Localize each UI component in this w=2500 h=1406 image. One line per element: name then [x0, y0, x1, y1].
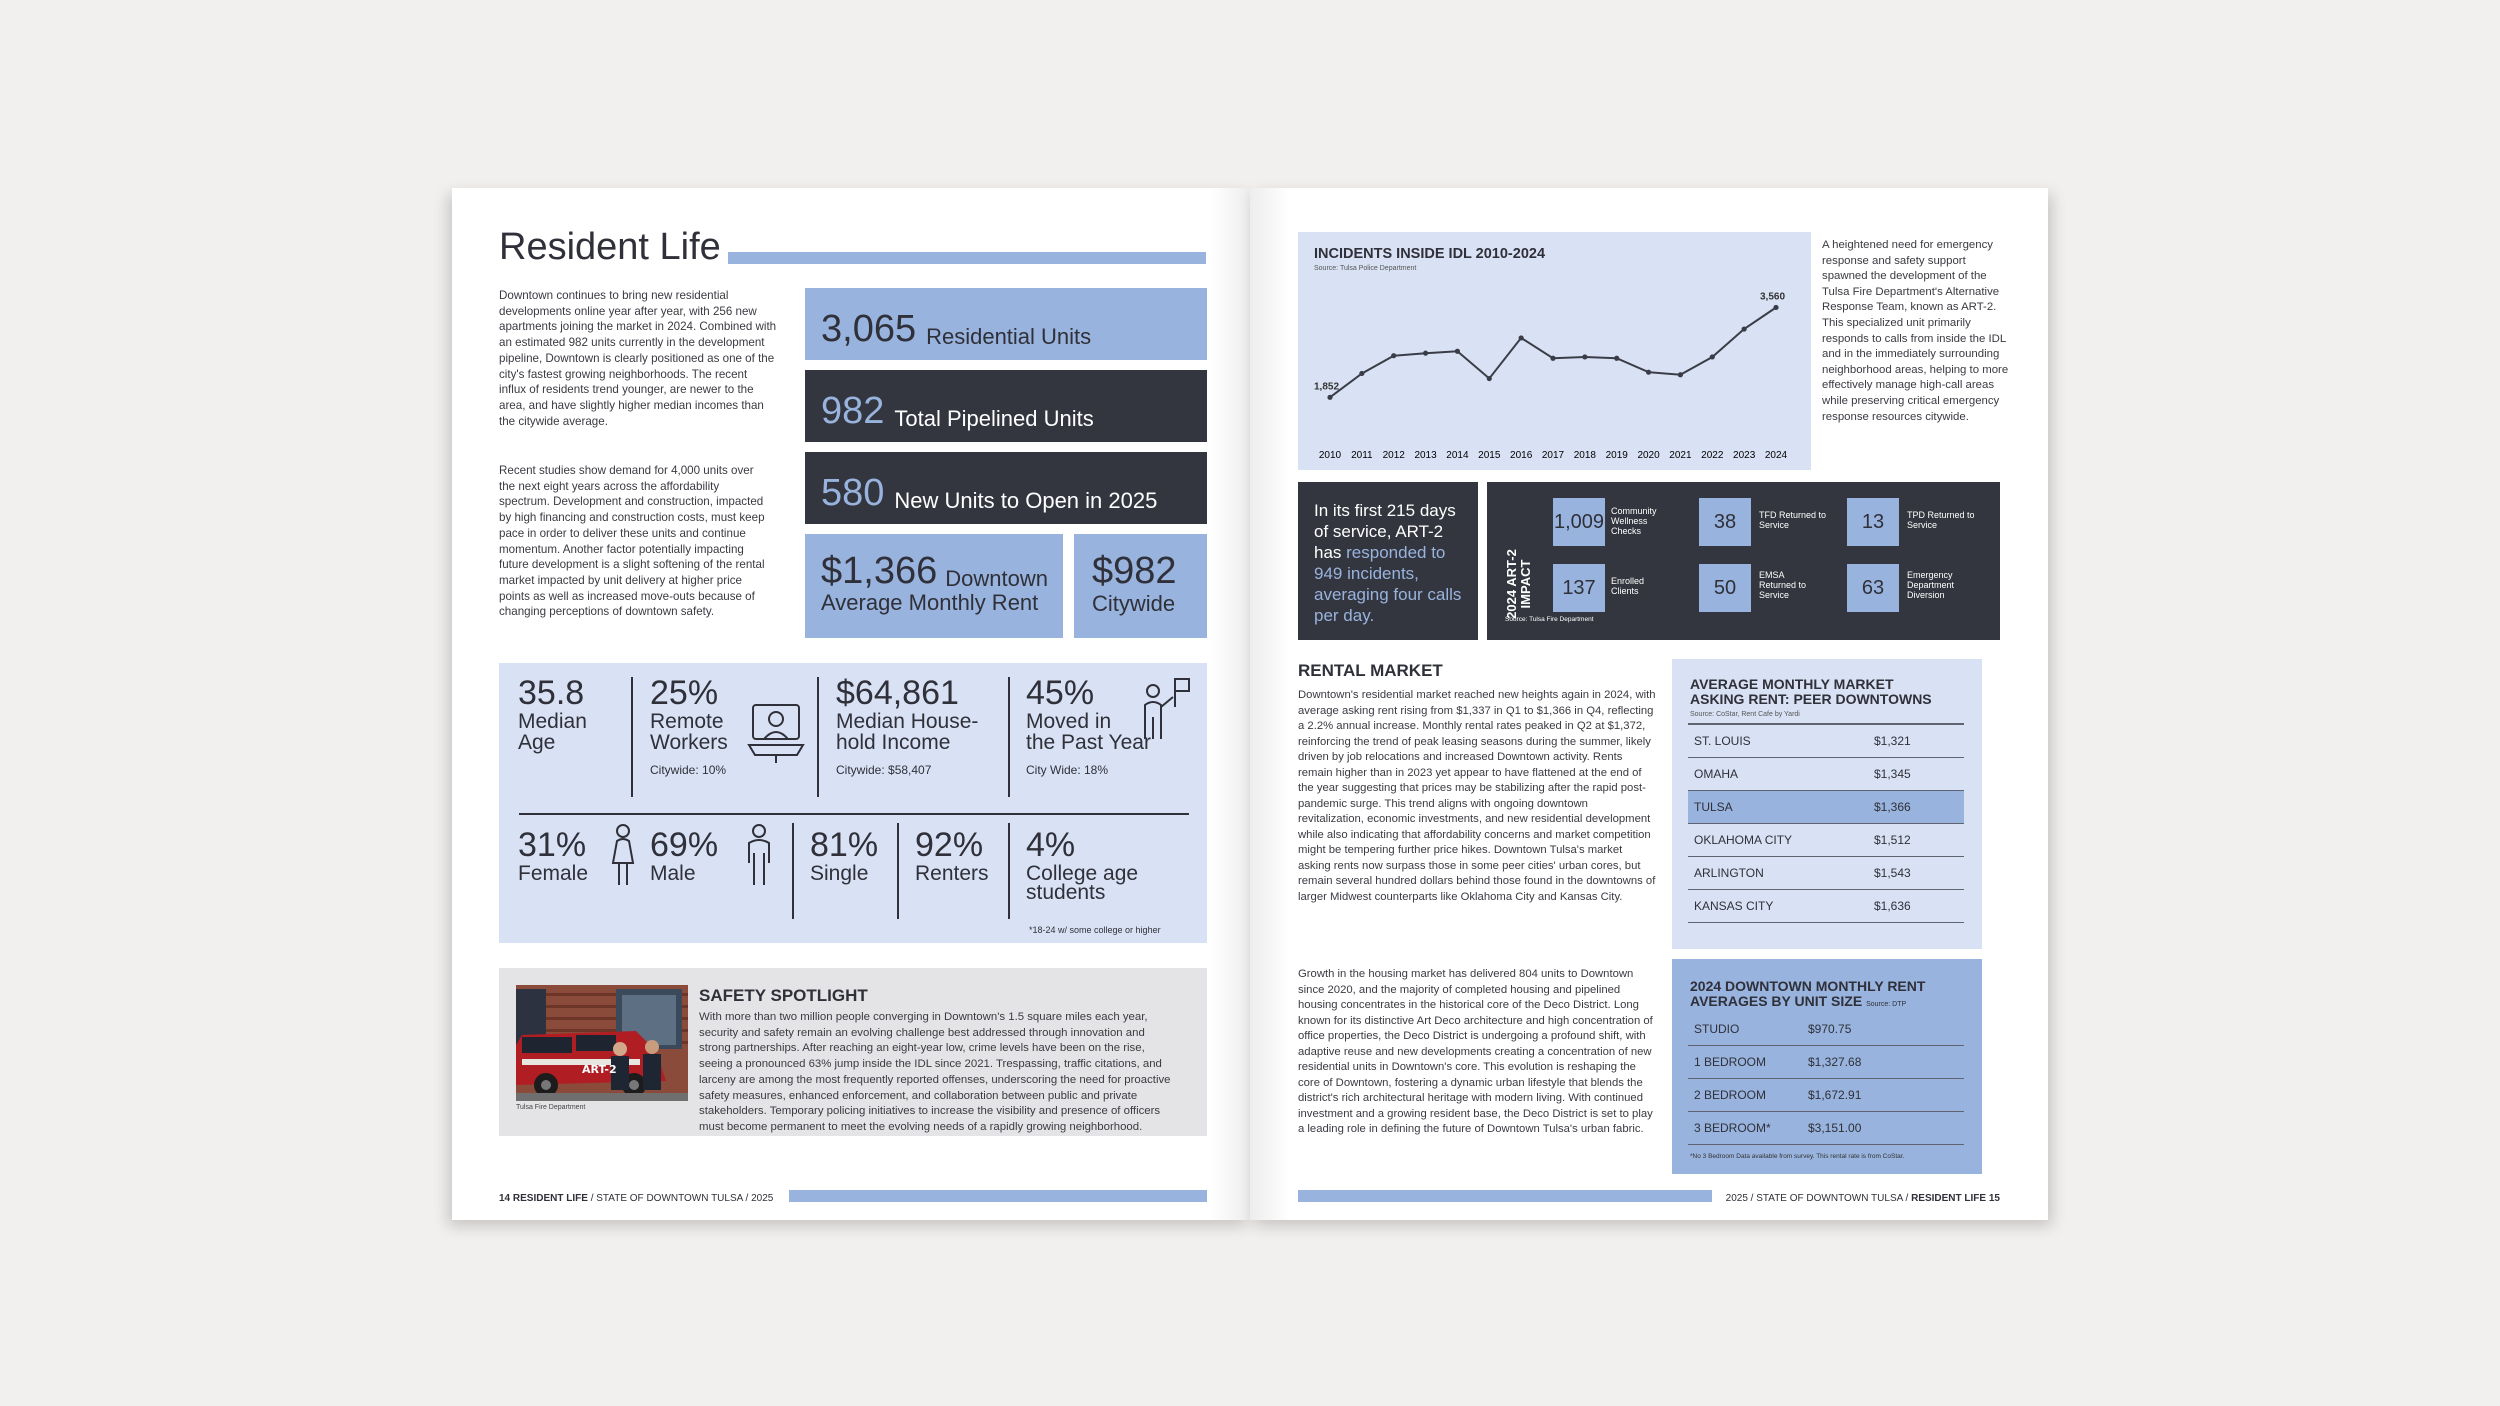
last-data-label: 3,560 [1760, 291, 1786, 303]
unit-rent: $3,151.00 [1808, 1121, 1862, 1135]
rental-market-heading: RENTAL MARKET [1298, 661, 1443, 680]
x-tick-label: 2016 [1510, 450, 1533, 461]
peer-city: KANSAS CITY [1694, 899, 1774, 913]
art2-summary-box [1298, 482, 1478, 640]
citywide-rent-value: $982 [1092, 550, 1177, 592]
x-tick-label: 2019 [1605, 450, 1628, 461]
median-age-value: 35.8 [518, 674, 585, 712]
page-number: 15 [1988, 1193, 2000, 1204]
unit-size: 1 BEDROOM [1694, 1055, 1767, 1069]
residential-units-label: Residential Units [926, 324, 1092, 349]
data-point-2014 [1455, 349, 1460, 354]
chart-title: INCIDENTS INSIDE IDL 2010-2024 [1314, 246, 1546, 262]
data-point-2012 [1391, 353, 1396, 358]
data-point-2018 [1582, 354, 1587, 359]
unit-size: 2 BEDROOM [1694, 1088, 1767, 1102]
emsa-returned-value: 50 [1699, 564, 1751, 612]
female-value: 31% [518, 826, 587, 864]
divider [1008, 677, 1010, 797]
unit-size: STUDIO [1694, 1022, 1740, 1036]
x-tick-label: 2010 [1318, 450, 1342, 461]
citywide-rent-label: Citywide [1092, 591, 1176, 616]
table-row [1688, 725, 1964, 758]
renters-label: Renters [915, 862, 989, 885]
peer-rent: $1,366 [1874, 800, 1911, 814]
unit-table-title2: AVERAGES BY UNIT SIZE [1690, 993, 1863, 1009]
safety-spotlight-panel [499, 968, 1207, 1136]
single-value: 81% [810, 826, 879, 864]
truck-label: ART-2 [582, 1063, 617, 1076]
household-income-value: $64,861 [836, 674, 959, 712]
peer-rent: $1,512 [1874, 833, 1911, 847]
peer-rent-table [1672, 659, 1982, 949]
unit-table-title1: 2024 DOWNTOWN MONTHLY RENT [1690, 978, 1926, 994]
table-row [1688, 1112, 1964, 1145]
incidents-line-chart [1298, 232, 1811, 470]
male-icon [743, 823, 775, 887]
tfd-returned-value: 38 [1699, 498, 1751, 546]
footer-section: RESIDENT LIFE [512, 1193, 588, 1204]
peer-rent: $1,636 [1874, 899, 1911, 913]
footer-publication: / STATE OF DOWNTOWN TULSA / 2025 [590, 1193, 774, 1204]
household-income-citywide: Citywide: $58,407 [836, 763, 932, 777]
x-tick-label: 2024 [1764, 450, 1788, 461]
emsa-returned-label: EMSA Returned to Service [1759, 570, 1807, 600]
x-tick-label: 2022 [1701, 450, 1724, 461]
firefighters-photo [516, 985, 688, 1101]
art2-source: Source: Tulsa Fire Department [1505, 616, 1594, 623]
intro-paragraph-2: Recent studies show demand for 4,000 units over the next eight years across the affordability spectrum. Development and construction, impacted by high financing and construction costs, must keep pace in order to deliver these units and continue momentum. Another factor potentially impacting future development is a slight softening of the rental market impacted by unit delivery at higher price points as well as increased move-outs because of changing perceptions of downtown safety. [499, 464, 765, 619]
x-tick-label: 2013 [1414, 450, 1437, 461]
data-point-2013 [1423, 351, 1428, 356]
unit-table-note: *No 3 Bedroom Data available from survey. This rental rate is from CoStar. [1690, 1153, 1905, 1160]
college-label1: College age [1026, 862, 1139, 885]
data-point-2016 [1519, 335, 1524, 340]
peer-city: OMAHA [1694, 767, 1739, 781]
row-divider [519, 813, 1189, 815]
footer-accent-bar [789, 1190, 1207, 1202]
right-page [1250, 188, 2048, 1220]
data-point-2017 [1550, 356, 1555, 361]
new-units-value: 580 [821, 472, 885, 514]
page-number: 14 [499, 1193, 511, 1204]
divider [792, 823, 794, 919]
peer-table-title2: ASKING RENT: PEER DOWNTOWNS [1690, 691, 1932, 707]
art2-summary-text1: In its first 215 days of service, ART-2 has [1314, 501, 1456, 562]
unit-table-title [1690, 979, 1925, 1012]
new-units-label: New Units to Open in 2025 [894, 488, 1158, 513]
remote-worker-icon [745, 701, 807, 767]
right-footer [1726, 1193, 2000, 1204]
ed-diversion-value: 63 [1847, 564, 1899, 612]
unit-rent: $1,672.91 [1808, 1088, 1862, 1102]
data-point-2024 [1773, 305, 1778, 310]
art2-impact-heading1: 2024 ART-2 [1504, 549, 1519, 619]
peer-rent: $1,543 [1874, 866, 1911, 880]
data-point-2019 [1614, 356, 1619, 361]
person-with-sign-icon [1137, 677, 1193, 743]
table-row [1688, 857, 1964, 890]
downtown-rent-box [805, 534, 1063, 638]
divider [631, 677, 633, 797]
female-label: Female [518, 862, 589, 885]
data-point-2023 [1742, 326, 1747, 331]
safety-body: With more than two million people converging in Downtown's 1.5 square miles each year, security and safety remain an evolving challenge best addressed through innovation and strong partnerships. After reaching an eight-year low, crime levels have been on the rise, seeing a pronounced 63% jump inside the IDL since 2021. Trespassing, traffic citations, and larceny are among the most frequently reported offenses, underscoring the need for proactive safety measures, enhanced enforcement, and collaboration between public and private stakeholders. Temporary policing initiatives to increase the visibility and presence of officers must become permanent to meet the evolving needs of a rapidly growing neighborhood. [699, 1011, 1171, 1133]
x-tick-label: 2021 [1669, 450, 1692, 461]
tpd-returned-value: 13 [1847, 498, 1899, 546]
renters-value: 92% [915, 826, 984, 864]
moved-in-label1: Moved in [1026, 710, 1112, 733]
table-row [1688, 890, 1964, 923]
gutter-shadow [1210, 188, 1250, 1220]
table-row-highlight [1688, 791, 1964, 824]
table-row [1688, 1013, 1964, 1046]
art2-impact-heading2: IMPACT [1518, 559, 1533, 609]
data-point-2015 [1487, 376, 1492, 381]
downtown-rent-value: $1,366 [821, 550, 938, 592]
tfd-returned-label: TFD Returned to Service [1759, 510, 1827, 530]
rental-market-paragraph-2: Growth in the housing market has delivered 804 units to Downtown since 2020, and the majority of completed housing and pipelined housing concentrates in the historical core of the Deco District. Long known for its distinctive Art Deco architecture and high concentration of office properties, the Deco District is undergoing a profound shift, with adaptive reuse and new developments creating a concentration of new residential units in Downtown's core. This evolution is reshaping the core of Downtown, fostering a dynamic urban lifestyle that blends the district's rich architectural heritage with modern living. With continued investment and a growing resident base, the Deco District is set to play a leading role in defining the future of Downtown Tulsa's urban fabric. [1298, 968, 1653, 1135]
divider [817, 677, 819, 797]
pipelined-units-box [805, 370, 1207, 442]
remote-workers-value: 25% [650, 674, 719, 712]
table-row [1688, 1079, 1964, 1112]
remote-workers-label2: Workers [650, 731, 728, 754]
intro-paragraph-1: Downtown continues to bring new residential developments online year after year, with 256 new apartments joining the market in 2024. Combined with an estimated 982 units currently in the development pipeline, Downtown is clearly positioned as one of the city's fastest growing neighborhoods. The recent influx of residents trend younger, are newer to the area, and have slightly higher median incomes than the citywide average. [499, 289, 777, 428]
new-units-box [805, 452, 1207, 524]
data-point-2022 [1710, 354, 1715, 359]
data-point-2010 [1327, 395, 1332, 400]
downtown-rent-label2: Average Monthly Rent [821, 590, 1039, 615]
demographics-panel [499, 663, 1207, 943]
footer-publication: 2025 / STATE OF DOWNTOWN TULSA / [1725, 1193, 1909, 1204]
unit-table-source: Source: DTP [1866, 1001, 1907, 1008]
incidents-chart-panel [1298, 232, 1811, 470]
photo-credit: Tulsa Fire Department [516, 1104, 586, 1111]
left-footer [499, 1193, 773, 1204]
footer-section: RESIDENT LIFE [1911, 1193, 1987, 1204]
gutter-shadow [1250, 188, 1290, 1220]
peer-rent: $1,345 [1874, 767, 1911, 781]
ed-diversion-label: Emergency Department Diversion [1907, 570, 1955, 600]
household-income-label1: Median House- [836, 710, 979, 733]
remote-workers-citywide: Citywide: 10% [650, 763, 727, 777]
data-point-2011 [1359, 371, 1364, 376]
male-value: 69% [650, 826, 719, 864]
median-age-label1: Median [518, 710, 587, 733]
x-tick-label: 2015 [1478, 450, 1501, 461]
moved-in-label2: the Past Year [1026, 731, 1151, 754]
female-icon [607, 823, 639, 887]
art2-description: A heightened need for emergency response and safety support spawned the development of the Tulsa Fire Department's Alternative Response Team, known as ART-2. This specialized unit primarily responds to calls from inside the IDL and in the immediately surrounding neighborhood areas, helping to more effectively manage high-call areas while preserving critical emergency response resources citywide. [1822, 239, 2009, 423]
divider [897, 823, 899, 919]
peer-city: ARLINGTON [1694, 866, 1764, 880]
x-tick-label: 2011 [1351, 450, 1373, 461]
table-row [1688, 824, 1964, 857]
college-footnote: *18-24 w/ some college or higher [1029, 925, 1161, 935]
remote-workers-label1: Remote [650, 710, 724, 733]
peer-table-source: Source: CoStar, Rent Cafe by Yardi [1690, 711, 1800, 718]
college-value: 4% [1026, 826, 1076, 864]
wellness-checks-label: Community Wellness Checks [1611, 506, 1657, 536]
peer-city: ST. LOUIS [1694, 734, 1751, 748]
x-tick-label: 2012 [1382, 450, 1405, 461]
table-row [1688, 758, 1964, 791]
residential-units-value: 3,065 [821, 308, 917, 350]
rental-market-paragraph-1: Downtown's residential market reached new heights again in 2024, with average asking rent rising from $1,337 in Q1 to $1,366 in Q4, reflecting a 2.2% annual increase. Monthly rental rates peaked in Q2 at $1,372, reinforcing the trend of peak leasing seasons during the summer, likely driven by job relocations and increased Downtown activity. Rents remain higher than in 2023 yet appear to have flattened at the end of the year suggesting that prices may be stabilizing after the rapid post-pandemic surge. This trend aligns with ongoing downtown revitalization, economic investments, and new residential development while also indicating that affordability concerns and market competition might be tempering further price hikes. Downtown Tulsa's market asking rents now surpass those in some peer cities' urban cores, but remain several hundred dollars behind those found in the downtowns of larger Midwest counterparts like Oklahoma City and Kansas City. [1298, 689, 1656, 903]
peer-table-title1: AVERAGE MONTHLY MARKET [1690, 676, 1894, 692]
footer-accent-bar [1298, 1190, 1712, 1202]
single-label: Single [810, 862, 869, 885]
x-tick-label: 2018 [1573, 450, 1596, 461]
unit-size-table [1672, 959, 1982, 1174]
enrolled-clients-label: Enrolled Clients [1611, 576, 1645, 596]
wellness-checks-value: 1,009 [1553, 498, 1605, 546]
enrolled-clients-value: 137 [1553, 564, 1605, 612]
residential-units-box [805, 288, 1207, 360]
first-data-label: 1,852 [1314, 381, 1340, 393]
moved-in-value: 45% [1026, 674, 1095, 712]
college-label2: students [1026, 881, 1106, 904]
peer-table-title [1690, 677, 1932, 707]
household-income-label2: hold Income [836, 731, 951, 754]
page-title: Resident Life [499, 226, 721, 268]
unit-size: 3 BEDROOM* [1694, 1121, 1771, 1135]
x-tick-label: 2014 [1446, 450, 1469, 461]
median-age-label2: Age [518, 731, 556, 754]
peer-city: TULSA [1694, 800, 1733, 814]
x-tick-label: 2023 [1733, 450, 1756, 461]
art2-impact-box [1487, 482, 2000, 640]
data-point-2021 [1678, 372, 1683, 377]
unit-rent: $970.75 [1808, 1022, 1852, 1036]
pipelined-units-value: 982 [821, 390, 885, 432]
x-tick-label: 2020 [1637, 450, 1660, 461]
x-tick-label: 2017 [1541, 450, 1565, 461]
male-label: Male [650, 862, 696, 885]
unit-rent: $1,327.68 [1808, 1055, 1862, 1069]
art2-impact-heading [1505, 542, 1533, 626]
table-row [1688, 1046, 1964, 1079]
data-point-2020 [1646, 370, 1651, 375]
peer-rent: $1,321 [1874, 734, 1911, 748]
peer-city: OKLAHOMA CITY [1694, 833, 1793, 847]
chart-source: Source: Tulsa Police Department [1314, 265, 1417, 272]
downtown-rent-label1: Downtown [945, 566, 1048, 591]
left-page [452, 188, 1250, 1220]
title-accent-bar [728, 252, 1206, 264]
art2-summary-text2: responded to 949 incidents, averaging four calls per day. [1314, 543, 1462, 625]
incidents-series-line [1330, 308, 1776, 398]
divider [1008, 823, 1010, 919]
moved-in-citywide: City Wide: 18% [1026, 763, 1109, 777]
tpd-returned-label: TPD Returned to Service [1907, 510, 1975, 530]
pipelined-units-label: Total Pipelined Units [894, 406, 1094, 431]
citywide-rent-box [1074, 534, 1207, 638]
safety-heading: SAFETY SPOTLIGHT [699, 986, 868, 1005]
